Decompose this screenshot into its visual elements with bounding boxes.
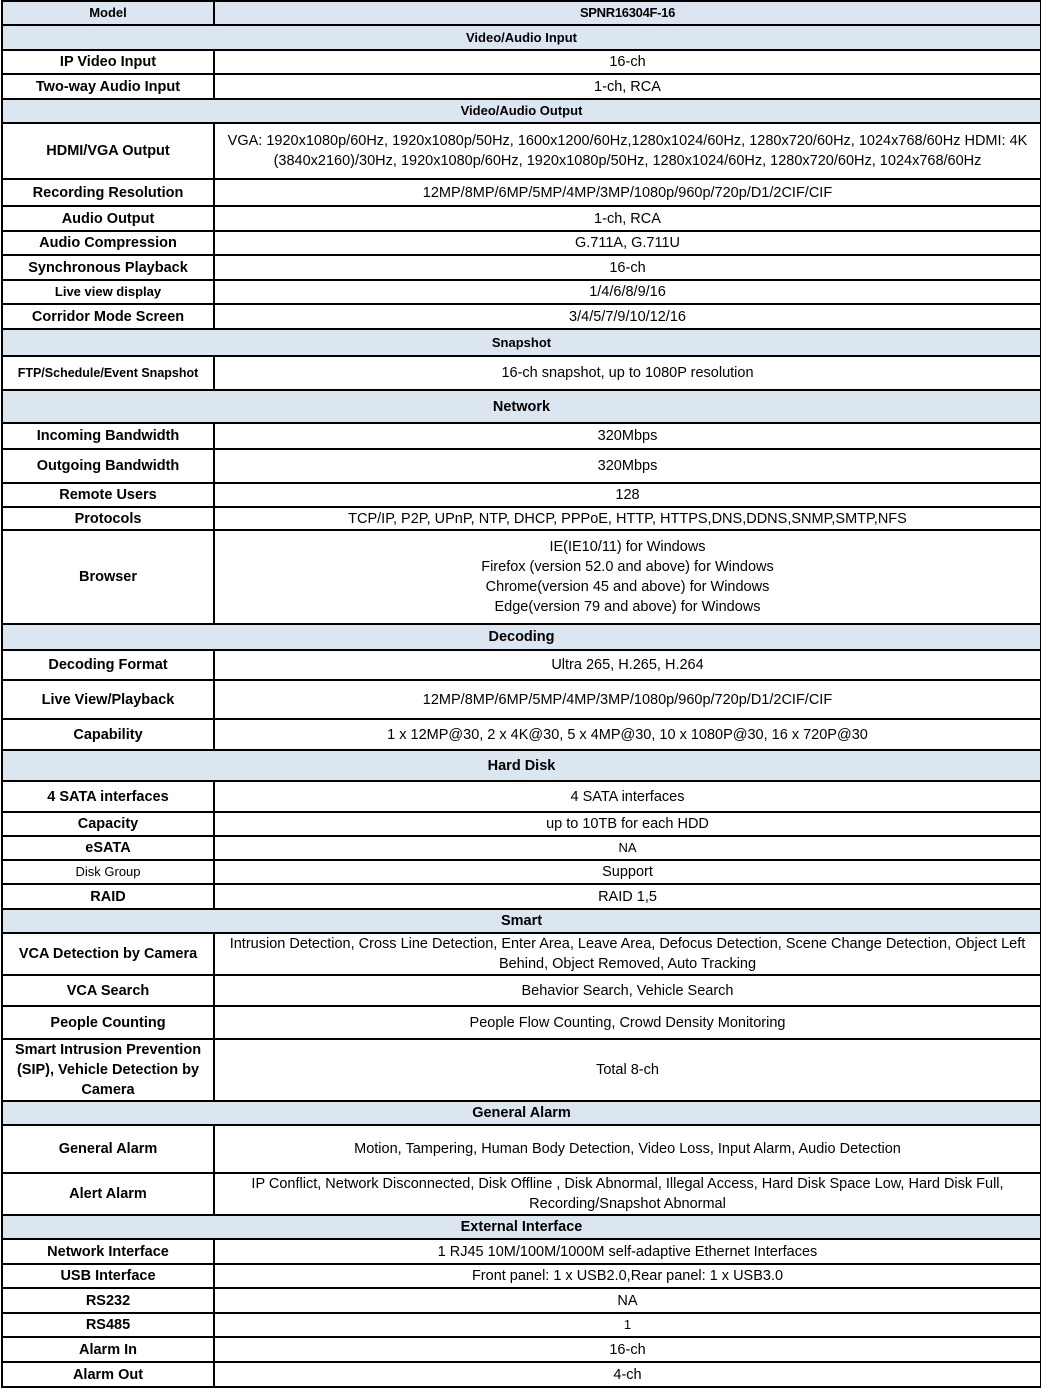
section-row: [2, 624, 1041, 650]
section-video-audio-input: Video/Audio Input: [2, 25, 1041, 50]
row-value: 1-ch, RCA: [214, 206, 1041, 231]
row-value: Ultra 265, H.265, H.264: [214, 650, 1041, 680]
section-row: [2, 99, 1041, 123]
row-label: Outgoing Bandwidth: [2, 449, 214, 483]
table-row: [2, 483, 1041, 507]
table-row: [2, 179, 1041, 206]
table-row: [2, 280, 1041, 304]
table-row: [2, 1337, 1041, 1362]
row-label: People Counting: [2, 1006, 214, 1039]
row-value: up to 10TB for each HDD: [214, 812, 1041, 836]
table-row: [2, 74, 1041, 99]
browser-list: [214, 530, 1041, 624]
section-row: [2, 25, 1041, 50]
section-network: Network: [2, 390, 1041, 423]
row-label: Browser: [2, 530, 214, 624]
table-row: [2, 836, 1041, 860]
table-row: [2, 206, 1041, 231]
section-external-interface: External Interface: [2, 1215, 1041, 1239]
row-value: 12MP/8MP/6MP/5MP/4MP/3MP/1080p/960p/720p/D1/2CIF/CIF: [214, 179, 1041, 206]
table-row: [2, 680, 1041, 719]
table-row: [2, 719, 1041, 750]
row-label: RS232: [2, 1288, 214, 1313]
row-value: 16-ch: [214, 255, 1041, 280]
table-row: [2, 812, 1041, 836]
row-value: Total 8-ch: [214, 1039, 1041, 1101]
spec-table: [1, 0, 1041, 1388]
row-value: G.711A, G.711U: [214, 231, 1041, 255]
row-value: TCP/IP, P2P, UPnP, NTP, DHCP, PPPoE, HTTP, HTTPS,DNS,DDNS,SNMP,SMTP,NFS: [214, 507, 1041, 530]
row-value: 320Mbps: [214, 423, 1041, 449]
table-row: [2, 933, 1041, 975]
row-label: RAID: [2, 884, 214, 909]
row-value: 16-ch snapshot, up to 1080P resolution: [214, 356, 1041, 390]
row-label: USB Interface: [2, 1264, 214, 1288]
browser-line: Chrome(version 45 and above) for Windows: [485, 579, 770, 595]
row-label: Live view display: [2, 280, 214, 304]
table-row: [2, 423, 1041, 449]
row-value: Behavior Search, Vehicle Search: [214, 975, 1041, 1006]
row-label: Audio Compression: [2, 231, 214, 255]
row-value: RAID 1,5: [214, 884, 1041, 909]
row-value: 320Mbps: [214, 449, 1041, 483]
section-row: [2, 1101, 1041, 1125]
row-label: Remote Users: [2, 483, 214, 507]
table-row: [2, 1288, 1041, 1313]
table-row: [2, 255, 1041, 280]
row-label: Corridor Mode Screen: [2, 304, 214, 329]
row-label: Protocols: [2, 507, 214, 530]
row-label: HDMI/VGA Output: [2, 123, 214, 179]
section-row: [2, 750, 1041, 781]
section-row: [2, 390, 1041, 423]
row-label: 4 SATA interfaces: [2, 781, 214, 812]
header-row: [2, 1, 1041, 25]
row-label: RS485: [2, 1313, 214, 1337]
row-label: Alert Alarm: [2, 1173, 214, 1215]
row-label: Smart Intrusion Prevention (SIP), Vehicle Detection by Camera: [2, 1039, 214, 1101]
table-row: [2, 530, 1041, 624]
row-label: Live View/Playback: [2, 680, 214, 719]
browser-line: IE(IE10/11) for Windows: [549, 539, 706, 555]
table-row: [2, 231, 1041, 255]
row-value: 128: [214, 483, 1041, 507]
table-row: [2, 1173, 1041, 1215]
table-row: [2, 860, 1041, 884]
row-value: IP Conflict, Network Disconnected, Disk Offline , Disk Abnormal, Illegal Access, Hard Disk Space Low, Hard Disk Full, Recording/Snapshot Abnormal: [214, 1173, 1041, 1215]
browser-line: Edge(version 79 and above) for Windows: [494, 599, 761, 615]
row-label: VCA Search: [2, 975, 214, 1006]
table-row: [2, 1006, 1041, 1039]
table-row: [2, 781, 1041, 812]
table-row: [2, 304, 1041, 329]
row-value: 3/4/5/7/9/10/12/16: [214, 304, 1041, 329]
table-row: [2, 449, 1041, 483]
row-label: Disk Group: [2, 860, 214, 884]
table-row: [2, 507, 1041, 530]
model-label: Model: [2, 1, 214, 25]
row-value: VGA: 1920x1080p/60Hz, 1920x1080p/50Hz, 1600x1200/60Hz,1280x1024/60Hz, 1280x720/60Hz, 1024x768/60Hz HDMI: 4K (3840x2160)/30Hz, 1920x1080p/60Hz, 1920x1080p/50Hz, 1280x1024/60Hz, 1280x720/60Hz, 1024x768/60Hz: [214, 123, 1041, 179]
section-smart: Smart: [2, 909, 1041, 933]
table-row: [2, 1239, 1041, 1264]
row-label: Network Interface: [2, 1239, 214, 1264]
row-value: 16-ch: [214, 1337, 1041, 1362]
row-value: Intrusion Detection, Cross Line Detection, Enter Area, Leave Area, Defocus Detection, Scene Change Detection, Object Left Behind, Object Removed, Auto Tracking: [214, 933, 1041, 975]
row-label: IP Video Input: [2, 50, 214, 74]
section-video-audio-output: Video/Audio Output: [2, 99, 1041, 123]
row-value: 4-ch: [214, 1362, 1041, 1387]
section-general-alarm: General Alarm: [2, 1101, 1041, 1125]
row-value: NA: [214, 1288, 1041, 1313]
model-value: SPNR16304F-16: [214, 1, 1041, 25]
row-label: Incoming Bandwidth: [2, 423, 214, 449]
row-value: Motion, Tampering, Human Body Detection, Video Loss, Input Alarm, Audio Detection: [214, 1125, 1041, 1173]
table-row: [2, 1362, 1041, 1387]
section-row: [2, 1215, 1041, 1239]
row-label: Capacity: [2, 812, 214, 836]
row-label: FTP/Schedule/Event Snapshot: [2, 356, 214, 390]
table-row: [2, 1125, 1041, 1173]
row-label: Capability: [2, 719, 214, 750]
row-value: NA: [214, 836, 1041, 860]
row-label: VCA Detection by Camera: [2, 933, 214, 975]
table-row: [2, 650, 1041, 680]
row-value: 1-ch, RCA: [214, 74, 1041, 99]
table-row: [2, 1264, 1041, 1288]
row-value: 1: [214, 1313, 1041, 1337]
section-row: [2, 329, 1041, 356]
table-row: [2, 123, 1041, 179]
table-row: [2, 1039, 1041, 1101]
table-row: [2, 884, 1041, 909]
row-label: Recording Resolution: [2, 179, 214, 206]
row-label: Audio Output: [2, 206, 214, 231]
row-value: Front panel: 1 x USB2.0,Rear panel: 1 x USB3.0: [214, 1264, 1041, 1288]
row-label: Alarm In: [2, 1337, 214, 1362]
section-decoding: Decoding: [2, 624, 1041, 650]
section-row: [2, 909, 1041, 933]
row-value: 1 RJ45 10M/100M/1000M self-adaptive Ethernet Interfaces: [214, 1239, 1041, 1264]
row-value: Support: [214, 860, 1041, 884]
row-label: General Alarm: [2, 1125, 214, 1173]
table-row: [2, 975, 1041, 1006]
row-value: 16-ch: [214, 50, 1041, 74]
row-value: People Flow Counting, Crowd Density Monitoring: [214, 1006, 1041, 1039]
row-label: Synchronous Playback: [2, 255, 214, 280]
section-hard-disk: Hard Disk: [2, 750, 1041, 781]
browser-line: Firefox (version 52.0 and above) for Windows: [481, 559, 774, 575]
row-label: eSATA: [2, 836, 214, 860]
table-row: [2, 1313, 1041, 1337]
section-snapshot: Snapshot: [2, 329, 1041, 356]
row-label: Decoding Format: [2, 650, 214, 680]
table-row: [2, 356, 1041, 390]
row-value: 12MP/8MP/6MP/5MP/4MP/3MP/1080p/960p/720p/D1/2CIF/CIF: [214, 680, 1041, 719]
row-label: Alarm Out: [2, 1362, 214, 1387]
row-value: 4 SATA interfaces: [214, 781, 1041, 812]
row-value: 1 x 12MP@30, 2 x 4K@30, 5 x 4MP@30, 10 x 1080P@30, 16 x 720P@30: [214, 719, 1041, 750]
row-value: 1/4/6/8/9/16: [214, 280, 1041, 304]
table-row: [2, 50, 1041, 74]
row-label: Two-way Audio Input: [2, 74, 214, 99]
